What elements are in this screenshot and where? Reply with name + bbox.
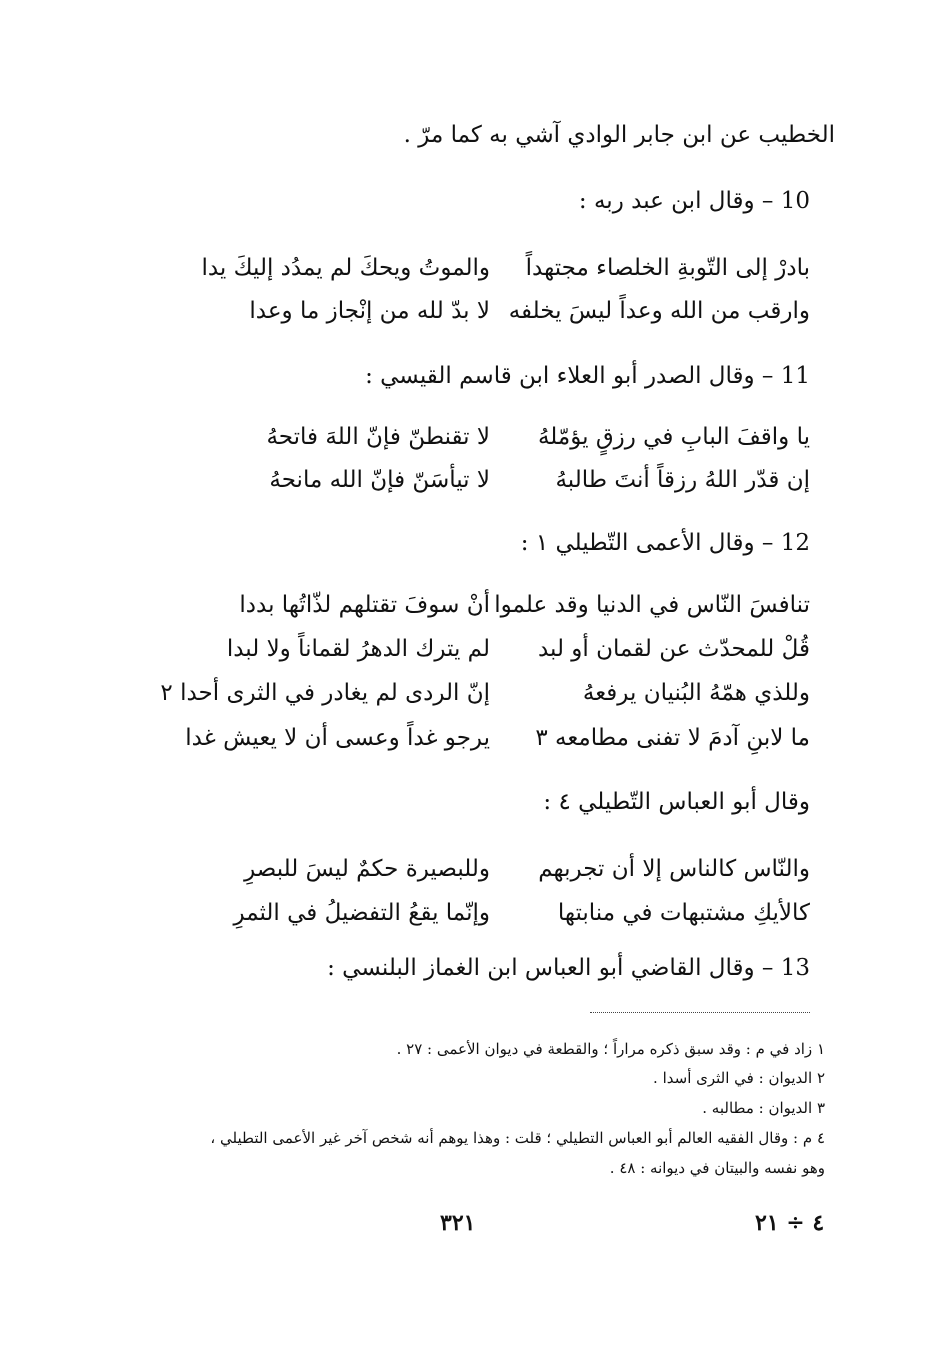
verse-line <box>160 856 810 896</box>
section-heading-13: 13 – وقال القاضي أبو العباس ابن الغماز البلنسي : <box>327 955 810 981</box>
second-hemistich: لا تيأسَنّ فإنّ الله مانحهُ <box>269 467 490 493</box>
intro-line: الخطيب عن ابن جابر الوادي آشي به كما مرّ . <box>403 122 835 148</box>
second-hemistich: لم يترك الدهرُ لقماناً ولا لبدا <box>226 636 490 662</box>
verse-line <box>160 636 810 676</box>
verse-line <box>160 298 810 338</box>
verse-line <box>160 467 810 507</box>
first-hemistich: ما لابنِ آدمَ لا تفنى مطامعه ٣ <box>535 725 810 751</box>
first-hemistich: كالأيكِ مشتبهات في منابتها <box>557 900 810 926</box>
footnote-4-continued: وهو نفسه والبيتان في ديوانه : ٤٨ . <box>609 1159 825 1177</box>
footnote-divider <box>590 1012 810 1013</box>
signature-mark: ٤ ÷ ٢١ <box>755 1210 825 1236</box>
first-hemistich: يا واقفَ البابِ في رزقٍ يؤمّلهُ <box>537 424 810 450</box>
section-heading-abu-alabbas: وقال أبو العباس التّطيلي ٤ : <box>543 789 810 815</box>
verse-line <box>160 725 810 765</box>
first-hemistich: والنّاس كالناس إلا أن تجربهم <box>538 856 810 882</box>
first-hemistich: وللذي همّهُ البُنيان يرفعهُ <box>582 680 810 706</box>
first-hemistich: تنافسَ النّاس في الدنيا وقد علموا <box>494 592 810 618</box>
footnote-1: ١ زاد في م : وقد سبق ذكره مراراً ؛ والقطعة في ديوان الأعمى : ٢٧ . <box>396 1040 825 1058</box>
first-hemistich: قُلْ للمحدّث عن لقمان أو لبد <box>537 636 810 662</box>
second-hemistich: وللبصيرة حكمٌ ليسَ للبصرِ <box>244 856 490 882</box>
second-hemistich: والموتُ ويحكَ لم يمدُد إليكَ يدا <box>201 255 490 281</box>
footnote-2: ٢ الديوان : في الثرى أسدا . <box>653 1069 825 1087</box>
second-hemistich: لا بدّ لله من إنْجاز ما وعدا <box>249 298 490 324</box>
second-hemistich: إنّ الردى لم يغادر في الثرى أحدا ٢ <box>160 680 490 706</box>
second-hemistich: وإنّما يقعُ التفضيلُ في الثمرِ <box>233 900 490 926</box>
page-number: ٣٢١ <box>440 1210 476 1236</box>
second-hemistich: لا تقنطنّ فإنّ اللهَ فاتحهُ <box>266 424 490 450</box>
verse-line <box>160 255 810 295</box>
verse-line <box>160 900 810 940</box>
verse-line <box>160 680 810 720</box>
section-heading-12: 12 – وقال الأعمى التّطيلي ١ : <box>520 530 810 556</box>
first-hemistich: وارقب من الله وعداً ليسَ يخلفه <box>508 298 810 324</box>
section-heading-10: 10 – وقال ابن عبد ربه : <box>578 188 810 214</box>
first-hemistich: بادرْ إلى التّوبةِ الخلصاء مجتهداً <box>525 255 810 281</box>
verse-line <box>160 424 810 464</box>
footnote-3: ٣ الديوان : مطالبه . <box>702 1099 825 1117</box>
section-heading-11: 11 – وقال الصدر أبو العلاء ابن قاسم القيسي : <box>365 363 810 389</box>
verse-line <box>160 592 810 632</box>
footnote-4: ٤ م : وقال الفقيه العالم أبو العباس التطيلي ؛ قلت : وهذا يوهم أنه شخص آخر غير الأعمى التطيلي ، <box>210 1129 825 1147</box>
second-hemistich: يرجو غداً وعسى أن لا يعيش غدا <box>185 725 490 751</box>
first-hemistich: إن قدّر اللهُ رزقاً أنتَ طالبهُ <box>555 467 810 493</box>
second-hemistich: أنْ سوفَ تقتلهم لذّاتُها بددا <box>239 592 490 618</box>
